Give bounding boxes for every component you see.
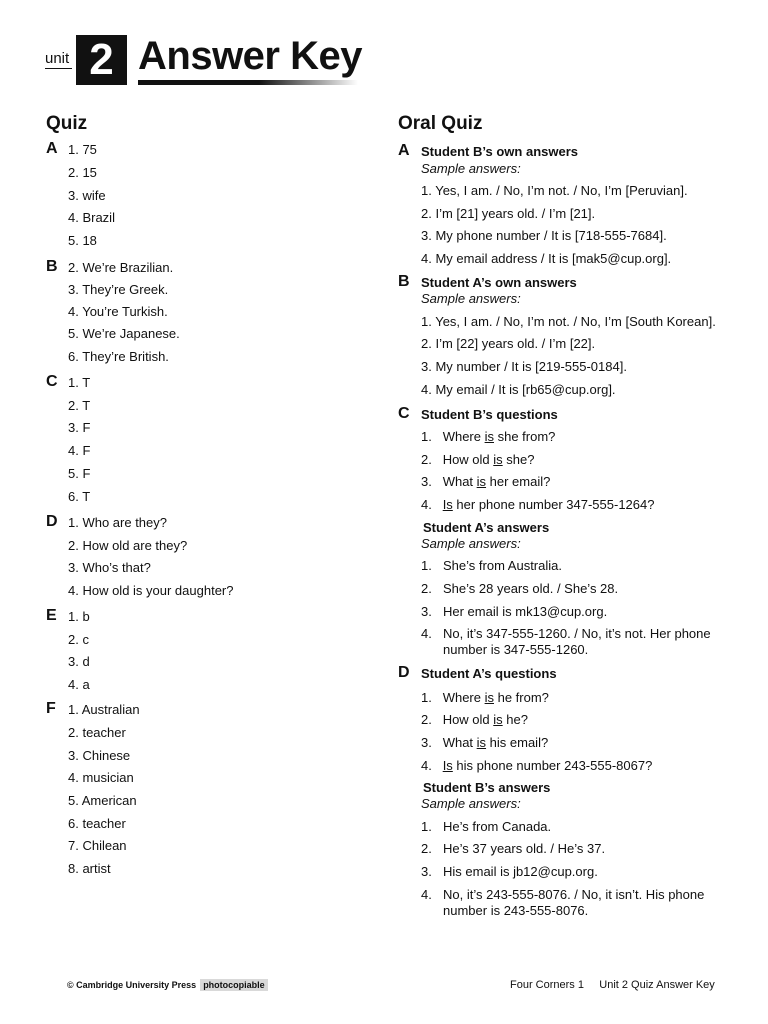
quiz-d-item: 2. How old are they? <box>68 538 188 553</box>
oral-b-sample-label: Sample answers: <box>421 291 521 306</box>
oral-c-answer: 3. Her email is mk13@cup.org. <box>421 604 608 619</box>
quiz-section-letter-d: D <box>46 513 58 530</box>
quiz-f-item: 2. teacher <box>68 725 126 740</box>
oral-c-sample-label: Sample answers: <box>421 536 521 551</box>
quiz-section-letter-f: F <box>46 700 56 717</box>
oral-d-question: 2. How old is he? <box>421 712 528 727</box>
oral-d-question: 3. What is his email? <box>421 735 549 750</box>
quiz-c-item: 2. T <box>68 398 91 413</box>
oral-section-letter-a: A <box>398 142 410 159</box>
oral-d-answer: 3. His email is jb12@cup.org. <box>421 864 598 879</box>
quiz-f-item: 6. teacher <box>68 816 126 831</box>
quiz-a-item: 1. 75 <box>68 142 97 157</box>
oral-d-answer: 4. No, it’s 243-555-8076. / No, it isn’t. His phone number is 243-555-8076. <box>421 887 705 918</box>
oral-d-sample-label: Sample answers: <box>421 796 521 811</box>
quiz-d-item: 4. How old is your daughter? <box>68 583 234 598</box>
oral-a-item: 3. My phone number / It is [718-555-7684]. <box>421 228 667 243</box>
quiz-f-item: 7. Chilean <box>68 838 127 853</box>
quiz-c-item: 5. F <box>68 466 91 481</box>
quiz-section-letter-c: C <box>46 373 58 390</box>
unit-number: 2 <box>76 35 127 85</box>
unit-underline <box>45 68 72 69</box>
quiz-c-item: 6. T <box>68 489 91 504</box>
footer-book-title: Four Corners 1 Unit 2 Quiz Answer Key <box>510 979 715 991</box>
unit-label: unit <box>45 50 70 67</box>
oral-b-item: 4. My email / It is [rb65@cup.org]. <box>421 382 616 397</box>
quiz-f-item: 8. artist <box>68 861 111 876</box>
quiz-a-item: 4. Brazil <box>68 210 115 225</box>
quiz-b-item: 5. We’re Japanese. <box>68 326 180 341</box>
quiz-b-item: 4. You’re Turkish. <box>68 304 168 319</box>
quiz-heading: Quiz <box>46 113 88 134</box>
oral-a-item: 2. I’m [21] years old. / I’m [21]. <box>421 206 596 221</box>
oral-c-question: 4. Is her phone number 347-555-1264? <box>421 497 655 512</box>
oral-c-answer: 1. She’s from Australia. <box>421 558 562 573</box>
oral-section-letter-b: B <box>398 273 410 290</box>
quiz-f-item: 1. Australian <box>68 702 140 717</box>
oral-d-question: 1. Where is he from? <box>421 690 549 705</box>
photocopiable-badge: photocopiable <box>200 979 268 991</box>
oral-quiz-heading: Oral Quiz <box>398 113 483 134</box>
quiz-e-item: 3. d <box>68 654 90 669</box>
footer-copyright <box>67 980 268 990</box>
quiz-a-item: 5. 18 <box>68 233 97 248</box>
quiz-c-item: 4. F <box>68 443 91 458</box>
quiz-a-item: 3. wife <box>68 188 106 203</box>
oral-d-subhead: Student A’s questions <box>421 666 557 681</box>
oral-a-subhead: Student B’s own answers <box>421 144 578 159</box>
oral-b-subhead: Student A’s own answers <box>421 275 577 290</box>
oral-d-answer: 1. He’s from Canada. <box>421 819 552 834</box>
oral-b-item: 1. Yes, I am. / No, I’m not. / No, I’m [South Korean]. <box>421 314 716 329</box>
oral-a-item: 4. My email address / It is [mak5@cup.org]. <box>421 251 672 266</box>
quiz-b-item: 2. We’re Brazilian. <box>68 260 174 275</box>
quiz-a-item: 2. 15 <box>68 165 97 180</box>
oral-a-sample-label: Sample answers: <box>421 161 521 176</box>
oral-section-letter-c: C <box>398 405 410 422</box>
copyright-text: © Cambridge University Press <box>67 980 197 990</box>
quiz-c-item: 3. F <box>68 420 91 435</box>
oral-c-answer: 4. No, it’s 347-555-1260. / No, it’s not. Her phone number is 347-555-1260. <box>421 626 711 657</box>
oral-c-question: 1. Where is she from? <box>421 429 556 444</box>
quiz-f-item: 3. Chinese <box>68 748 131 763</box>
oral-a-item: 1. Yes, I am. / No, I’m not. / No, I’m [Peruvian]. <box>421 183 688 198</box>
quiz-e-item: 1. b <box>68 609 90 624</box>
quiz-d-item: 3. Who’s that? <box>68 560 151 575</box>
quiz-section-letter-b: B <box>46 258 58 275</box>
oral-c-question: 3. What is her email? <box>421 474 551 489</box>
oral-c-subhead: Student B’s questions <box>421 407 558 422</box>
title-rule <box>138 80 358 85</box>
quiz-b-item: 6. They’re British. <box>68 349 169 364</box>
oral-d-answer: 2. He’s 37 years old. / He’s 37. <box>421 841 606 856</box>
oral-b-item: 3. My number / It is [219-555-0184]. <box>421 359 627 374</box>
quiz-b-item: 3. They’re Greek. <box>68 282 169 297</box>
quiz-e-item: 4. a <box>68 677 90 692</box>
quiz-f-item: 5. American <box>68 793 137 808</box>
oral-c-answer: 2. She’s 28 years old. / She’s 28. <box>421 581 619 596</box>
page-title: Answer Key <box>138 34 362 78</box>
quiz-f-item: 4. musician <box>68 770 134 785</box>
quiz-section-letter-e: E <box>46 607 57 624</box>
quiz-d-item: 1. Who are they? <box>68 515 167 530</box>
oral-c-question: 2. How old is she? <box>421 452 535 467</box>
oral-d-subhead-answers: Student B’s answers <box>423 780 551 795</box>
quiz-c-item: 1. T <box>68 375 91 390</box>
oral-d-question: 4. Is his phone number 243-555-8067? <box>421 758 653 773</box>
quiz-e-item: 2. c <box>68 632 89 647</box>
oral-section-letter-d: D <box>398 664 410 681</box>
oral-c-subhead-answers: Student A’s answers <box>423 520 550 535</box>
quiz-section-letter-a: A <box>46 140 58 157</box>
oral-b-item: 2. I’m [22] years old. / I’m [22]. <box>421 336 596 351</box>
